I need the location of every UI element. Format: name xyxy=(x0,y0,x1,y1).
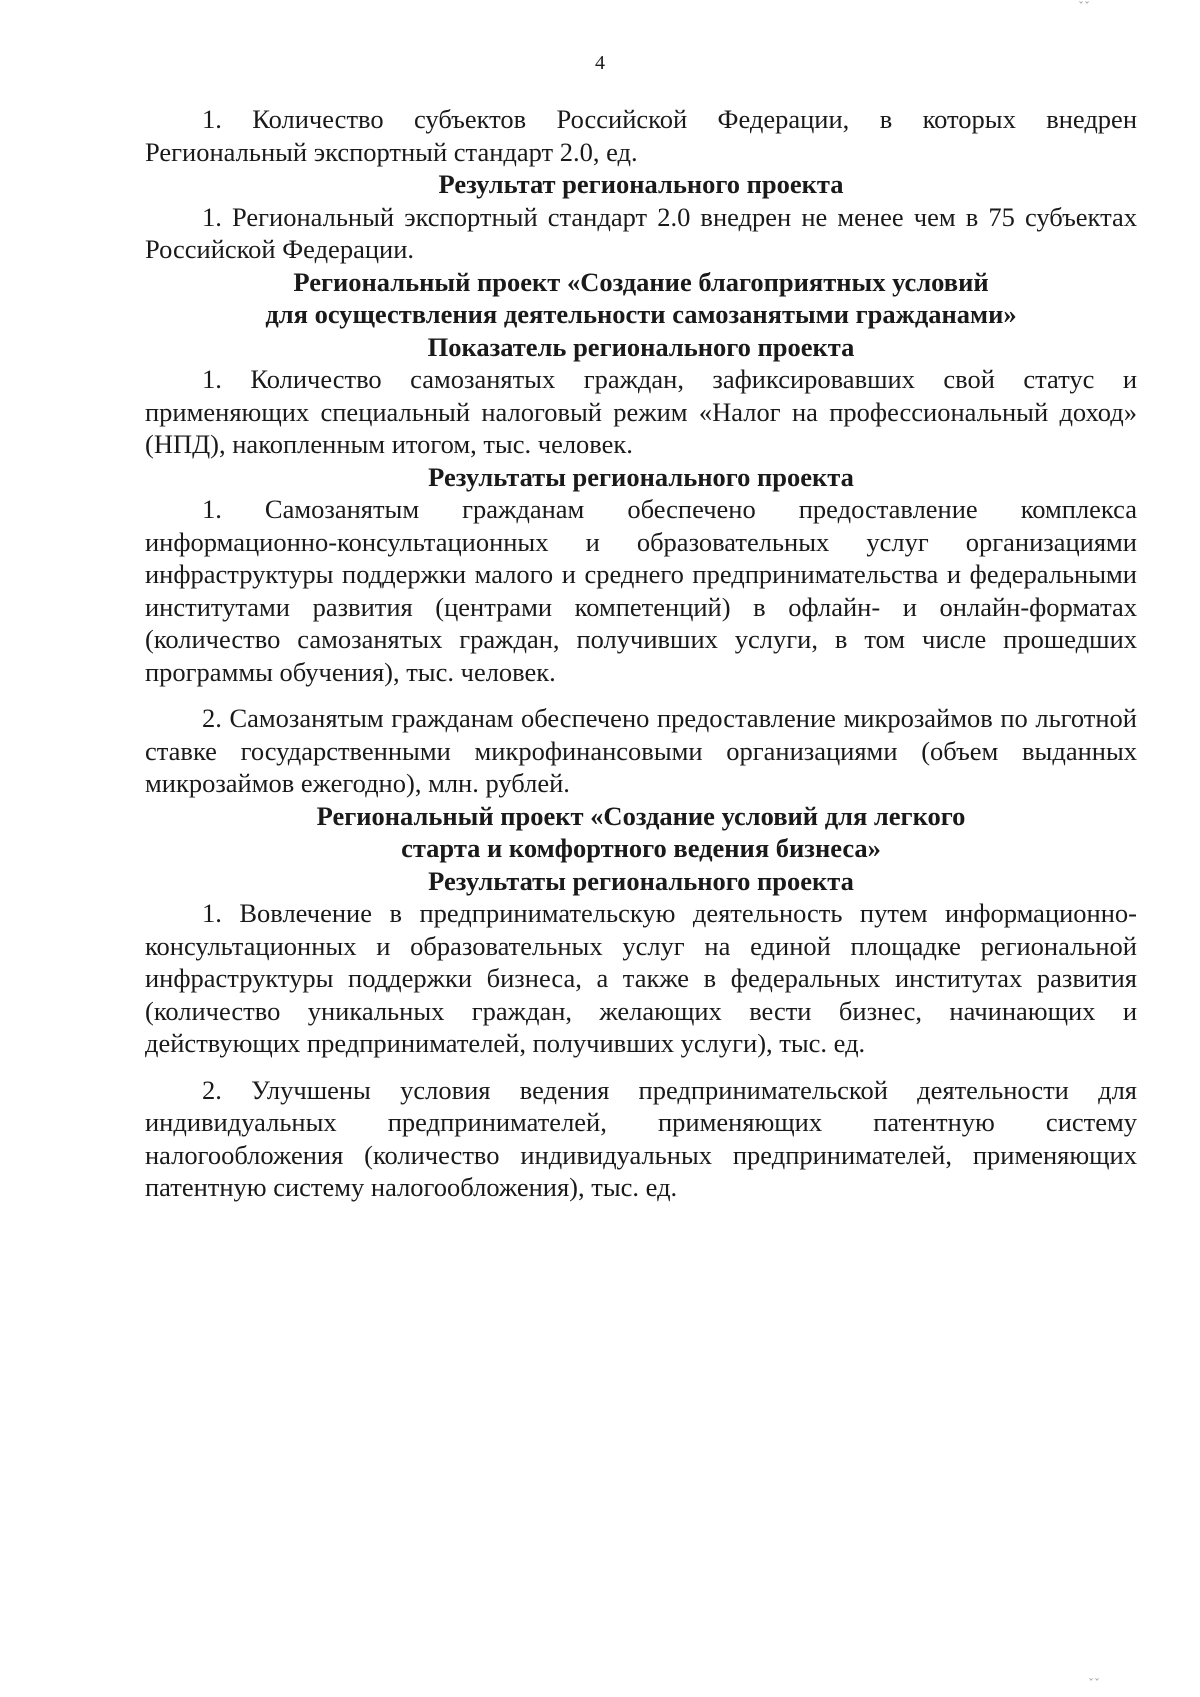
page-content xyxy=(145,103,1137,1204)
selfemployed-project-title xyxy=(145,266,1137,331)
selfemployed-result-2: 2. Самозанятым гражданам обеспечено предоставление микрозаймов по льготной ставке государственными микрофинансовыми организациями (объем выданных микрозаймов ежегодно), млн. рублей. xyxy=(145,703,1137,798)
selfemployed-project-title-line1: Региональный проект «Создание благоприятных условий xyxy=(293,266,989,297)
business-result-1: 1. Вовлечение в предпринимательскую деятельность путем информационно-консультационных и образовательных услуг на единой площадке региональной инфраструктуры поддержки бизнеса, а также в федеральных институтах развития (количество уникальных граждан, желающих вести бизнес, начинающих и действующих предпринимателей, получивших услуги), тыс. ед. xyxy=(145,898,1137,1058)
business-project-title xyxy=(145,800,1137,865)
export-result-paragraph: 1. Региональный экспортный стандарт 2.0 внедрен не менее чем в 75 субъектах Российской Федерации. xyxy=(145,201,1137,264)
selfemployed-project-title-line2: для осуществления деятельности самозанятыми гражданами» xyxy=(265,299,1017,329)
selfemployed-result-1: 1. Самозанятым гражданам обеспечено предоставление комплекса информационно-консультационных и образовательных услуг организациями инфраструктуры поддержки малого и среднего предпринимательства и федеральными институтами развития (центрами компетенций) в офлайн- и онлайн-форматах (количество самозанятых граждан, получивших услуги, в том числе прошедших программы обучения), тыс. человек. xyxy=(145,494,1137,687)
export-result-heading: Результат регионального проекта xyxy=(438,169,844,199)
business-project-title-line2: старта и комфортного ведения бизнеса» xyxy=(401,833,881,863)
business-result-2: 2. Улучшены условия ведения предпринимательской деятельности для индивидуальных предпринимателей, применяющих патентную систему налогообложения (количество индивидуальных предпринимателей, применяющих патентную систему налогообложения), тыс. ед. xyxy=(145,1074,1137,1202)
selfemployed-indicator-paragraph: 1. Количество самозанятых граждан, зафиксировавших свой статус и применяющих специальный налоговый режим «Налог на профессиональный доход» (НПД), накопленным итогом, тыс. человек. xyxy=(145,364,1137,459)
selfemployed-results-heading: Результаты регионального проекта xyxy=(428,461,854,492)
export-indicator-paragraph: 1. Количество субъектов Российской Федерации, в которых внедрен Региональный экспортный стандарт 2.0, ед. xyxy=(145,104,1137,167)
page-number: 4 xyxy=(595,52,605,74)
scan-artifact-top: ˇˇ xyxy=(1078,0,1090,14)
scan-artifact-bottom: ˇˇ xyxy=(1088,1677,1100,1691)
business-results-heading: Результаты регионального проекта xyxy=(428,865,854,896)
business-project-title-line1: Региональный проект «Создание условий для легкого xyxy=(316,800,966,831)
selfemployed-indicator-heading: Показатель регионального проекта xyxy=(427,331,855,362)
